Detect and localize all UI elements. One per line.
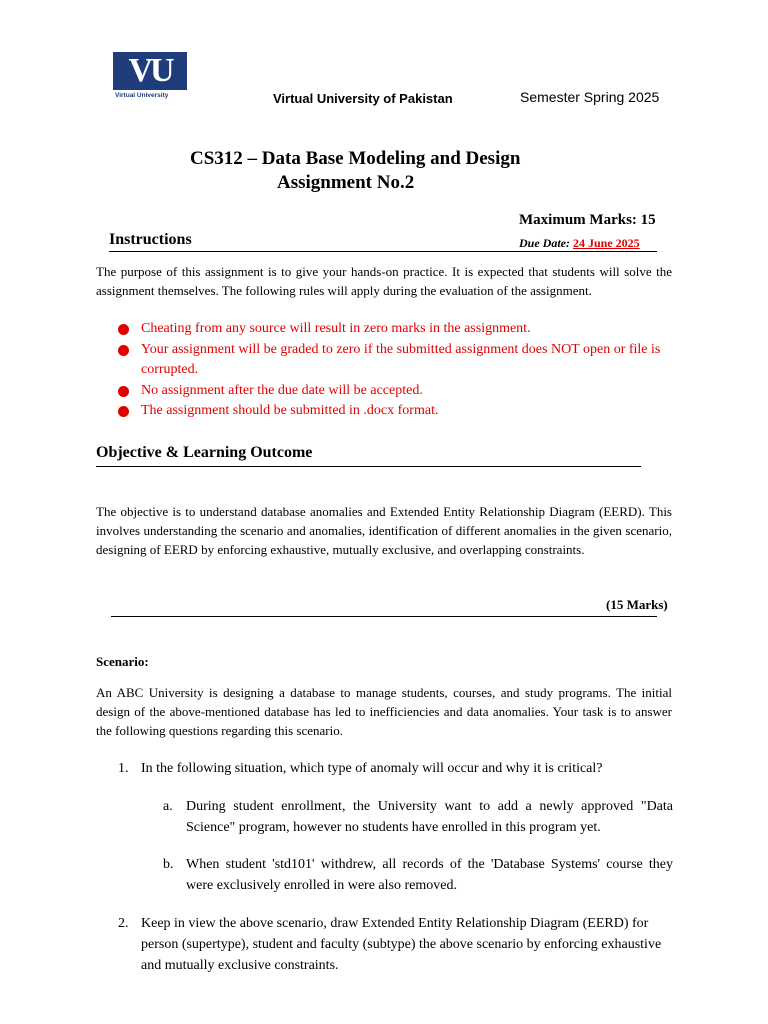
instructions-heading: Instructions: [109, 231, 192, 248]
university-logo: [113, 52, 191, 102]
due-date-label: Due Date:: [519, 236, 570, 250]
rules-list: [118, 319, 678, 422]
instructions-intro: The purpose of this assignment is to give your hands-on practice. It is expected that students will solve the assignment themselves. The following rules will apply during the evaluation of the assignment.: [96, 264, 672, 298]
question-1b: [163, 854, 673, 896]
logo-subtext: Virtual University: [115, 92, 169, 99]
due-date: [519, 236, 640, 251]
rule-item: [118, 319, 678, 340]
subquestion-text: When student 'std101' withdrew, all records of the 'Database Systems' course they were exclusively enrolled in were also removed.: [186, 857, 673, 893]
scenario-label: Scenario:: [96, 654, 149, 669]
subquestion-text: During student enrollment, the University want to add a newly approved "Data Science" program, however no students have enrolled in this program yet.: [186, 799, 673, 835]
scenario-text: An ABC University is designing a database to manage students, courses, and study programs. The initial design of the above-mentioned database has led to inefficiencies and data anomalies. Your task is to answer the following questions regarding this scenario.: [96, 685, 672, 738]
marks-divider: [111, 616, 657, 617]
maximum-marks: Maximum Marks: 15: [519, 212, 656, 228]
bullet-icon: [118, 406, 129, 417]
instructions-divider: [109, 251, 657, 252]
course-title: CS312 – Data Base Modeling and Design: [190, 148, 521, 169]
question-text: In the following situation, which type of anomaly will occur and why it is critical?: [141, 761, 603, 776]
subquestion-letter: b.: [163, 857, 174, 872]
due-date-value: 24 June 2025: [573, 236, 640, 250]
rule-text: No assignment after the due date will be accepted.: [141, 382, 423, 398]
assignment-number: Assignment No.2: [277, 172, 415, 193]
rule-text: The assignment should be submitted in .docx format.: [141, 403, 439, 418]
subquestion-letter: a.: [163, 799, 173, 814]
objective-heading: Objective & Learning Outcome: [96, 444, 313, 461]
marks-note: (15 Marks): [606, 597, 668, 612]
bullet-icon: [118, 324, 129, 335]
question-text: Keep in view the above scenario, draw Extended Entity Relationship Diagram (EERD) for person (supertype), student and faculty (subtype) the above scenario by enforcing exhaustive and mutually exclusive constraints.: [141, 916, 662, 973]
question-2: [118, 913, 663, 976]
question-1a: [163, 796, 673, 838]
question-number: 2.: [118, 916, 129, 931]
rule-item: [118, 381, 678, 402]
objective-text: The objective is to understand database anomalies and Extended Entity Relationship Diagram (EERD). This involves understanding the scenario and anomalies, identification of different anomalies in the given scenario, designing of EERD by enforcing exhaustive, mutually exclusive, and overlapping constraints.: [96, 504, 672, 557]
objective-divider: [96, 466, 641, 467]
bullet-icon: [118, 386, 129, 397]
university-name: Virtual University of Pakistan: [273, 91, 453, 106]
question-number: 1.: [118, 761, 129, 776]
rule-item: [118, 401, 678, 422]
logo-mark: VU: [113, 52, 187, 90]
rule-text: Your assignment will be graded to zero if the submitted assignment does NOT open or file is corrupted.: [141, 341, 661, 377]
rule-text: Cheating from any source will result in zero marks in the assignment.: [141, 321, 531, 336]
question-1: [118, 758, 658, 779]
semester-label: Semester Spring 2025: [520, 89, 660, 105]
rule-item: [118, 340, 678, 381]
bullet-icon: [118, 345, 129, 356]
